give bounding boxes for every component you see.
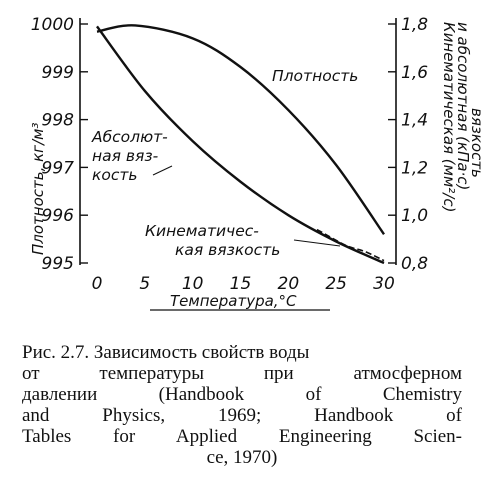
x-tick-label: 25 <box>325 274 347 294</box>
x-tick-label: 0 <box>91 274 103 294</box>
x-tick-label: 20 <box>277 274 300 294</box>
left-tick-label: 997 <box>41 158 74 179</box>
abs-visc-label-2: ная вяз- <box>92 147 159 165</box>
right-tick-label: 1,2 <box>401 158 429 179</box>
right-axis-label-2: и абсолютная (кПа·с) <box>454 22 472 191</box>
left-tick-label: 1000 <box>30 15 74 35</box>
kin-visc-label-2: кая вязкость <box>175 241 281 259</box>
abs-visc-label-1: Абсолют- <box>92 128 168 146</box>
x-tick-label: 5 <box>139 274 151 294</box>
caption-line: ce, 1970) <box>206 447 278 468</box>
left-tick-label: 998 <box>41 110 74 131</box>
left-axis-label: Плотность, кг/м³ <box>29 122 47 255</box>
caption-line: Рис. 2.7. Зависимость свойств воды <box>22 342 310 363</box>
right-tick-label: 1,4 <box>401 110 429 131</box>
left-tick-label: 999 <box>41 62 74 83</box>
left-tick-label: 995 <box>41 254 74 274</box>
right-ticks <box>388 15 428 274</box>
right-axis-label-1: Кинематическая (мм²/с) <box>440 22 458 213</box>
x-tick-label: 30 <box>373 274 395 294</box>
x-tick-label: 10 <box>181 274 204 294</box>
x-tick-label: 15 <box>229 274 252 294</box>
kin-visc-label-1: Кинематичес- <box>145 222 259 240</box>
caption-line: and Physics, 1969; Handbook of <box>22 405 462 426</box>
abs-visc-label-3: кость <box>92 166 138 184</box>
kin-viscosity-curve <box>317 230 384 261</box>
x-ticks <box>92 274 395 294</box>
figure-caption <box>22 342 462 468</box>
density-label: Плотность <box>272 67 359 85</box>
abs-visc-leader <box>153 166 172 175</box>
right-tick-label: 1,8 <box>401 15 429 35</box>
right-tick-label: 0,8 <box>401 254 429 274</box>
right-tick-label: 1,6 <box>401 62 429 83</box>
caption-line: от температуры при атмосферном <box>22 363 462 384</box>
right-axis-label-3: вязкость <box>468 108 486 178</box>
x-axis-label: Температура,°С <box>170 292 297 310</box>
caption-line: давлении (Handbook of Chemistry <box>22 384 462 405</box>
caption-line: Tables for Applied Engineering Scien- <box>22 426 462 447</box>
left-tick-label: 996 <box>41 206 74 227</box>
right-tick-label: 1,0 <box>401 206 429 227</box>
